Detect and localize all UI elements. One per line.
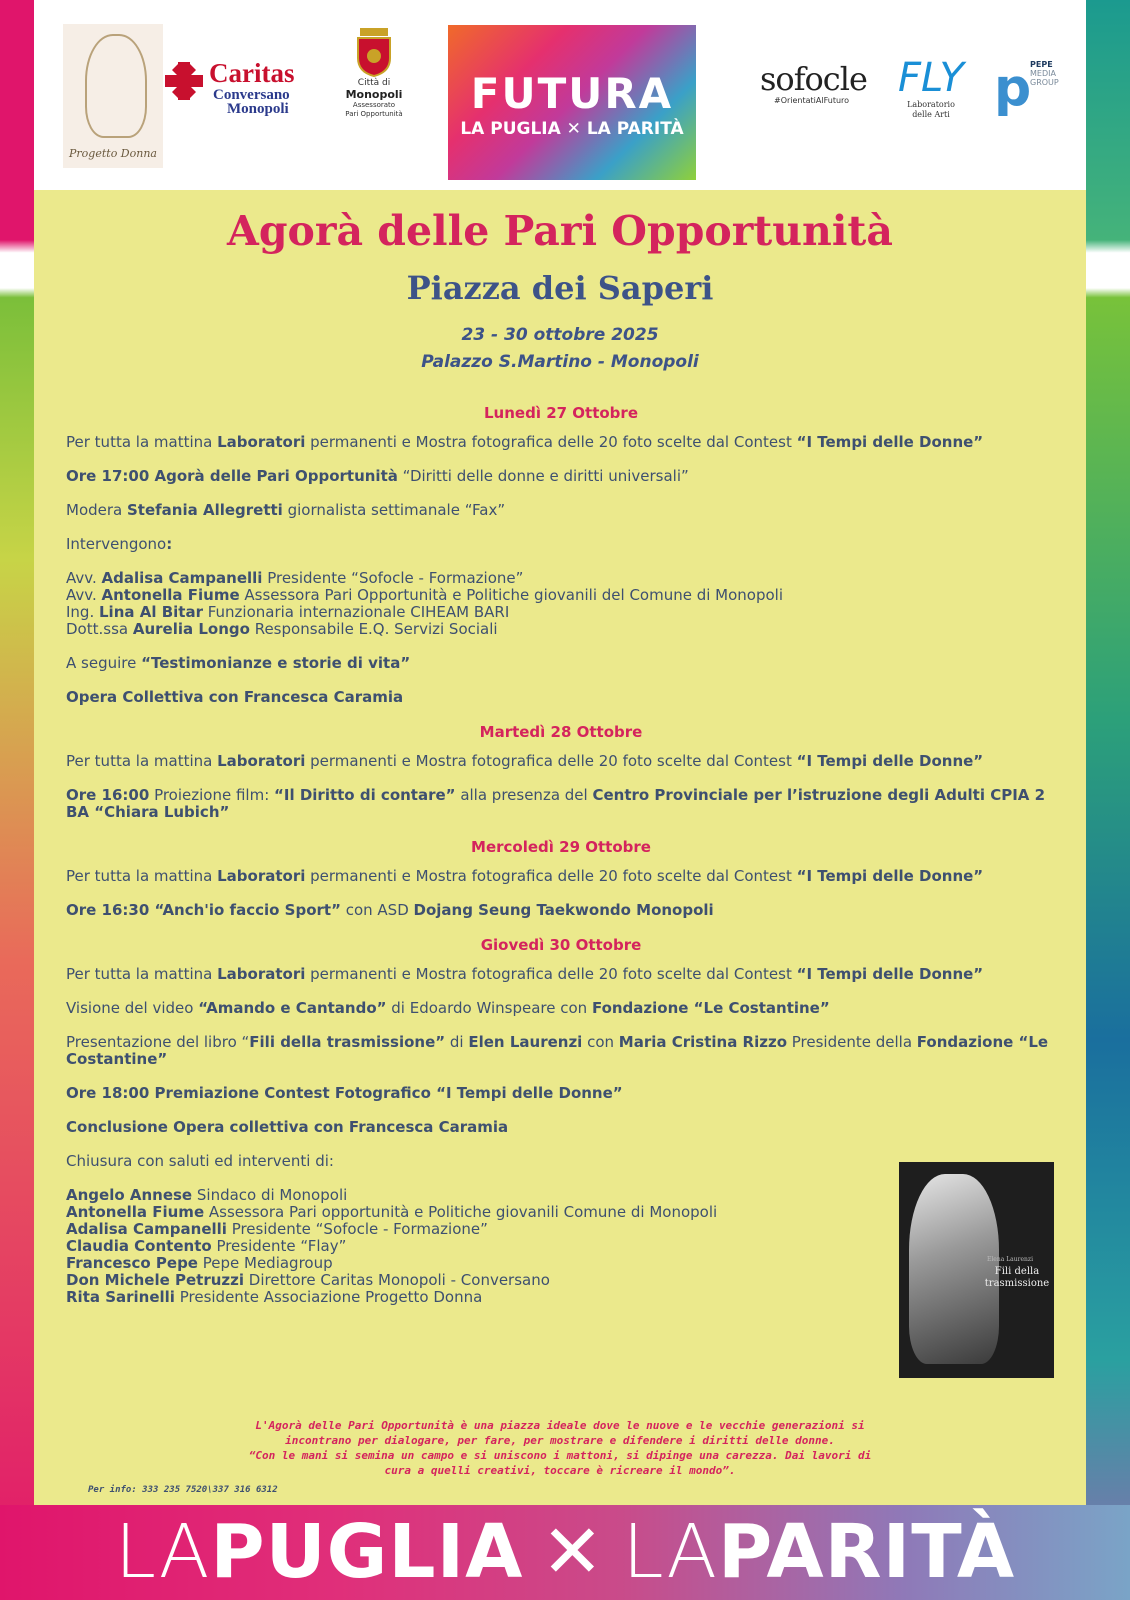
text: Fondazione “Le Costantine” [591, 999, 830, 1017]
text: Presentazione del libro “ [66, 1033, 250, 1051]
text: Ing. [66, 603, 99, 621]
text: giornalista settimanale “Fax” [282, 501, 506, 519]
closing-line: incontrano per dialogare, per fare, per mostrare e difendere i diritti delle donne. [285, 1434, 835, 1447]
text: “I Tempi delle Donne” [796, 965, 984, 983]
text: Ore 16:00 [66, 786, 150, 804]
text: Adalisa Campanelli [101, 569, 263, 587]
program-paragraph [66, 966, 1056, 983]
event-subtitle: Piazza dei Saperi [406, 269, 714, 307]
text: Funzionaria internazionale CIHEAM BARI [202, 603, 510, 621]
text: Direttore Caritas Monopoli - Conversano [244, 1271, 550, 1289]
right-color-stripe [1086, 0, 1130, 1600]
book-author: Elena Laurenzi [987, 1256, 1033, 1263]
event-dates: 23 - 30 ottobre 2025 [461, 325, 659, 345]
pepe-mark-icon: p [994, 58, 1032, 118]
list-item [66, 604, 1056, 621]
text: Assessora Pari Opportunità e Politiche giovanili del Comune di Monopoli [239, 586, 784, 604]
program-paragraph [66, 1000, 1056, 1017]
closing-line: “Con le mani si semina un campo e si uniscono i mattoni, si dipinge una carezza. Dai lavori di [248, 1449, 872, 1462]
caritas-line2: Monopoli [227, 101, 289, 117]
program-paragraph [66, 502, 1056, 519]
text: Elen Laurenzi [468, 1033, 583, 1051]
closing-line: cura a quelli creativi, toccare è ricreare il mondo”. [384, 1464, 736, 1477]
day-heading: Martedì 28 Ottobre [479, 723, 643, 741]
closing-line: L'Agorà delle Pari Opportunità è una piazza ideale dove le nuove e le vecchie generazioni si [255, 1419, 865, 1432]
sofocle-logo [760, 62, 872, 118]
caritas-name: Caritas [209, 58, 295, 88]
list-item [66, 1187, 876, 1204]
text: Adalisa Campanelli [66, 1220, 227, 1238]
program-paragraph: Ore 18:00 Premiazione Contest Fotografico “I Tempi delle Donne” [66, 1084, 623, 1102]
text: Fondazione “Le Costantine” [66, 1033, 1049, 1068]
text: Proiezione film: [149, 786, 275, 804]
futura-logo [448, 25, 696, 180]
contact-info: Per info: 333 235 7520\337 316 6312 [88, 1485, 278, 1495]
monopoli-line4: Pari Opportunità [345, 110, 403, 118]
footer-slogan [0, 1505, 1130, 1600]
text: “Il Diritto di contare” [274, 786, 456, 804]
text: di [445, 1033, 469, 1051]
text: permanenti e Mostra fotografica delle 20 foto scelte dal Contest [305, 867, 797, 885]
text: con ASD [340, 901, 414, 919]
list-item [66, 621, 1056, 638]
closing-statement [60, 1418, 1060, 1478]
text: Modera [66, 501, 127, 519]
caritas-line1: Conversano [213, 87, 290, 103]
book-cover-image [899, 1162, 1054, 1378]
text: : [166, 535, 173, 553]
futura-tagline: LA PUGLIA ✕ LA PARITÀ [460, 119, 684, 139]
fly-name: FLY [898, 55, 964, 101]
book-title: Fili della trasmissione [984, 1266, 1050, 1289]
list-item [66, 570, 1056, 587]
text: con [582, 1033, 619, 1051]
text: Avv. [66, 569, 102, 587]
text: “Diritti delle donne e diritti universali” [397, 467, 689, 485]
text: Presidente Associazione Progetto Donna [174, 1288, 483, 1306]
event-title: Agorà delle Pari Opportunità [227, 207, 893, 255]
day-heading: Giovedì 30 Ottobre [480, 936, 642, 954]
caritas-logo [163, 58, 315, 122]
text: Pepe Mediagroup [197, 1254, 333, 1272]
progetto-donna-logo [63, 24, 163, 168]
text: Presidente “Sofocle - Formazione” [262, 569, 524, 587]
text: Antonella Fiume [101, 586, 240, 604]
text: Centro Provinciale per l’istruzione degli Adulti CPIA 2 BA “Chiara Lubich” [66, 786, 1046, 821]
text: Visione del video [66, 999, 199, 1017]
text: Assessora Pari opportunità e Politiche giovanili Comune di Monopoli [204, 1203, 718, 1221]
text: “I Tempi delle Donne” [796, 752, 984, 770]
city-shield-icon [354, 26, 394, 78]
text: Presidente “Sofocle - Formazione” [226, 1220, 488, 1238]
sofocle-name: sofocle [760, 60, 867, 98]
text: “Testimonianze e storie di vita” [141, 654, 411, 672]
text: alla presenza del [455, 786, 593, 804]
fly-line2: delle Arti [912, 110, 950, 119]
text: Laboratori [217, 965, 306, 983]
program-paragraph [66, 468, 1056, 485]
text: Angelo Annese [66, 1186, 193, 1204]
text: permanenti e Mostra fotografica delle 20 foto scelte dal Contest [305, 965, 797, 983]
monopoli-line2: Monopoli [345, 88, 403, 101]
text: di Edoardo Winspeare con [386, 999, 592, 1017]
list-item [66, 1204, 876, 1221]
guests-list [66, 1187, 876, 1306]
text: Lina Al Bitar [99, 603, 203, 621]
text: Presidente della [787, 1033, 917, 1051]
text: Presidente “Flay” [211, 1237, 347, 1255]
text: Laboratori [217, 752, 306, 770]
text: Per tutta la mattina [66, 867, 218, 885]
footer-puglia: PUGLIA [210, 1509, 524, 1595]
monopoli-logo [344, 26, 404, 134]
program-paragraph: Chiusura con saluti ed interventi di: [66, 1152, 334, 1170]
text: Per tutta la mattina [66, 752, 218, 770]
day-heading: Mercoledì 29 Ottobre [471, 838, 651, 856]
footer-cross-icon: ✕ [541, 1509, 605, 1595]
left-color-stripe [0, 0, 34, 1600]
text: Per tutta la mattina [66, 965, 218, 983]
caritas-cross-icon [163, 60, 205, 102]
footer-parita: PARITÀ [717, 1509, 1016, 1595]
footer-la-2: LA [622, 1509, 718, 1595]
text: Laboratori [217, 867, 306, 885]
text: Fili della trasmissione” [249, 1033, 446, 1051]
text: Ore 17:00 Agorà delle Pari Opportunità [66, 467, 398, 485]
text: “Amando e Cantando” [198, 999, 387, 1017]
program-paragraph [66, 1034, 1056, 1068]
fly-line1: Laboratorio [907, 100, 955, 109]
list-item [66, 1255, 876, 1272]
fly-logo [898, 56, 964, 138]
pepe-line1: PEPE [1030, 60, 1053, 69]
text: Maria Cristina Rizzo [618, 1033, 787, 1051]
program-paragraph [66, 655, 1056, 672]
list-item [66, 1238, 876, 1255]
pepe-line3: GROUP [1030, 78, 1059, 87]
sofocle-tag: #OrientatiAlFuturo [774, 96, 850, 105]
event-venue: Palazzo S.Martino - Monopoli [421, 352, 699, 372]
text: Antonella Fiume [66, 1203, 205, 1221]
text: Ore 16:30 “Anch'io faccio Sport” [66, 901, 341, 919]
text: Stefania Allegretti [127, 501, 283, 519]
futura-title: FUTURA [470, 69, 674, 118]
pepe-line2: MEDIA [1030, 69, 1056, 78]
text: Dott.ssa [66, 620, 133, 638]
program-paragraph [66, 434, 1056, 451]
text: “I Tempi delle Donne” [796, 433, 984, 451]
list-item [66, 1289, 876, 1306]
text: Francesco Pepe [66, 1254, 198, 1272]
text: A seguire [66, 654, 142, 672]
text: Per tutta la mattina [66, 433, 218, 451]
day-heading: Lunedì 27 Ottobre [484, 404, 638, 422]
program-paragraph [66, 868, 1056, 885]
text: Dojang Seung Taekwondo Monopoli [413, 901, 714, 919]
text: Sindaco di Monopoli [192, 1186, 348, 1204]
progetto-donna-label: Progetto Donna [69, 147, 157, 160]
program-paragraph: Conclusione Opera collettiva con Francesca Caramia [66, 1118, 509, 1136]
text: Avv. [66, 586, 102, 604]
list-item [66, 1221, 876, 1238]
program-paragraph [66, 536, 1056, 553]
program-paragraph [66, 902, 1056, 919]
monopoli-line3: Assessorato [352, 101, 396, 109]
text: “I Tempi delle Donne” [796, 867, 984, 885]
text: Rita Sarinelli [66, 1288, 175, 1306]
text: Don Michele Petruzzi [66, 1271, 245, 1289]
list-item [66, 587, 1056, 604]
text: Claudia Contento [66, 1237, 212, 1255]
text: Laboratori [217, 433, 306, 451]
monopoli-line1: Città di [357, 78, 391, 88]
text: Intervengono [66, 535, 167, 553]
footer-la: LA [114, 1509, 211, 1595]
program-paragraph: Opera Collettiva con Francesca Caramia [66, 688, 404, 706]
mother-child-icon [85, 34, 147, 138]
program-paragraph [66, 753, 1056, 770]
pepe-media-logo [994, 58, 1074, 120]
program-paragraph [66, 787, 1056, 821]
text: Aurelia Longo [132, 620, 250, 638]
text: permanenti e Mostra fotografica delle 20 foto scelte dal Contest [305, 433, 797, 451]
list-item [66, 1272, 876, 1289]
text: Responsabile E.Q. Servizi Sociali [249, 620, 498, 638]
speakers-list [66, 570, 1056, 638]
text: permanenti e Mostra fotografica delle 20 foto scelte dal Contest [305, 752, 797, 770]
